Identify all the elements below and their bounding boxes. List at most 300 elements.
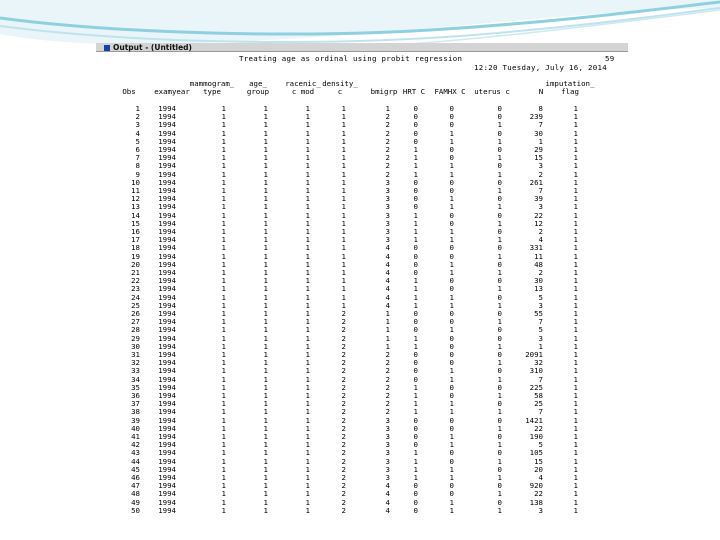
table-cell: 3 [385, 177, 390, 187]
table-cell: 1 [341, 145, 346, 154]
table-cell: 2 [385, 153, 390, 163]
table-cell: 1 [221, 341, 226, 351]
table-cell: 12 [534, 218, 543, 228]
table-cell: 55 [534, 309, 543, 318]
table-cell: 0 [449, 120, 454, 130]
table-cell: 1 [263, 194, 268, 204]
table-cell: 1 [573, 317, 578, 327]
table-cell: 1 [385, 333, 390, 343]
table-cell: 1 [573, 440, 578, 450]
table-cell: 1994 [158, 358, 176, 368]
table-cell: 23 [131, 284, 140, 294]
table-cell: 1 [497, 136, 502, 146]
table-cell: 1 [263, 136, 268, 146]
table-cell: 1 [263, 227, 268, 236]
table-cell: 58 [534, 391, 543, 400]
table-cell: 22 [131, 276, 140, 286]
table-cell: 1 [263, 489, 268, 499]
table-cell: 3 [385, 235, 390, 245]
table-cell: 30 [534, 276, 543, 286]
table-cell: 310 [529, 366, 543, 376]
table-cell: 1 [221, 145, 226, 154]
table-cell: 1 [341, 300, 346, 310]
table-cell: 1 [305, 415, 310, 425]
table-cell: 1 [305, 407, 310, 417]
table-cell: 0 [449, 456, 454, 466]
table-cell: 1994 [158, 456, 176, 466]
table-cell: 2 [135, 112, 140, 122]
table-cell: 0 [413, 440, 418, 450]
table-cell: 1 [413, 276, 418, 286]
table-cell: 1 [497, 505, 502, 515]
table-cell: 1 [221, 218, 226, 228]
table-cell: 1 [305, 300, 310, 310]
table-cell: 15 [131, 218, 140, 228]
table-cell: 1994 [158, 153, 176, 163]
table-cell: 1 [305, 104, 310, 113]
table-cell: 1 [221, 104, 226, 113]
table-cell: 0 [449, 382, 454, 392]
table-cell: 4 [385, 505, 390, 515]
table-cell: 1 [413, 169, 418, 179]
table-cell: 0 [449, 358, 454, 368]
table-cell: 1 [573, 505, 578, 515]
table-cell: 1994 [158, 128, 176, 138]
table-cell: 0 [413, 350, 418, 359]
table-cell: 48 [534, 259, 543, 269]
table-cell: 19 [131, 251, 140, 261]
table-cell: 1 [413, 341, 418, 351]
table-cell: 2 [341, 473, 346, 482]
table-cell: 1994 [158, 251, 176, 261]
table-cell: 1 [221, 186, 226, 195]
table-cell: 1994 [158, 259, 176, 269]
table-cell: 25 [131, 300, 140, 310]
table-cell: 3 [385, 423, 390, 433]
table-cell: 1 [497, 341, 502, 351]
table-cell: 1 [221, 210, 226, 220]
table-cell: 1 [341, 218, 346, 228]
table-cell: 0 [497, 194, 502, 204]
table-cell: 1 [263, 120, 268, 130]
table-cell: 239 [529, 112, 543, 122]
table-cell: 1 [221, 464, 226, 474]
table-cell: 1 [305, 341, 310, 351]
table-cell: 1 [449, 440, 454, 450]
table-cell: 7 [538, 374, 543, 384]
table-cell: 32 [131, 358, 140, 368]
table-cell: 1 [497, 407, 502, 417]
table-cell: 1421 [525, 415, 543, 425]
table-cell: 1 [221, 268, 226, 277]
table-cell: 1 [573, 333, 578, 343]
table-cell: 0 [413, 432, 418, 441]
table-cell: 0 [413, 186, 418, 195]
table-cell: 2091 [525, 350, 543, 359]
table-cell: 1 [221, 251, 226, 261]
table-cell: 1 [305, 399, 310, 409]
table-cell: 1 [341, 259, 346, 269]
table-cell: 0 [497, 415, 502, 425]
column-header-11: imputation_ [545, 79, 595, 88]
table-cell: 1 [573, 448, 578, 458]
table-cell: 1 [573, 350, 578, 359]
table-cell: 5 [538, 325, 543, 335]
table-cell: 1 [263, 186, 268, 195]
table-cell: 2 [538, 227, 543, 236]
table-cell: 1994 [158, 120, 176, 130]
table-cell: 1 [449, 374, 454, 384]
table-cell: 1 [341, 251, 346, 261]
table-cell: 0 [497, 309, 502, 318]
table-cell: 1 [413, 300, 418, 310]
table-cell: 1 [573, 120, 578, 130]
table-cell: 1 [305, 374, 310, 384]
table-cell: 1 [449, 227, 454, 236]
table-cell: 1 [263, 300, 268, 310]
table-cell: 1 [221, 456, 226, 466]
table-cell: 1 [573, 366, 578, 376]
table-cell: 2 [341, 407, 346, 417]
table-cell: 1 [305, 186, 310, 195]
table-cell: 36 [131, 391, 140, 400]
table-cell: 1 [573, 300, 578, 310]
table-cell: 0 [449, 210, 454, 220]
table-cell: 7 [538, 317, 543, 327]
table-cell: 0 [449, 309, 454, 318]
table-cell: 1994 [158, 415, 176, 425]
table-cell: 0 [413, 423, 418, 433]
table-cell: 1 [341, 128, 346, 138]
table-cell: 1 [305, 325, 310, 335]
table-cell: 1994 [158, 268, 176, 277]
table-cell: 2 [385, 399, 390, 409]
table-cell: 15 [534, 153, 543, 163]
table-cell: 1 [305, 309, 310, 318]
table-cell: 3 [538, 300, 543, 310]
table-cell: 1 [305, 136, 310, 146]
column-header-7: HRT C [402, 87, 426, 96]
window-title-bar[interactable] [96, 43, 628, 52]
table-cell: 1 [305, 153, 310, 163]
table-cell: 1 [263, 292, 268, 302]
table-cell: 2 [341, 448, 346, 458]
table-cell: 1 [497, 489, 502, 499]
table-cell: 1 [341, 161, 346, 171]
table-cell: 1 [221, 276, 226, 286]
table-cell: 1994 [158, 382, 176, 392]
table-cell: 3 [385, 218, 390, 228]
table-cell: 1 [263, 145, 268, 154]
table-cell: 4 [538, 473, 543, 482]
table-cell: 1 [341, 169, 346, 179]
table-cell: 0 [413, 489, 418, 499]
table-cell: 1 [305, 440, 310, 450]
column-header-10: N [538, 87, 544, 96]
table-cell: 24 [131, 292, 140, 302]
table-cell: 0 [413, 415, 418, 425]
table-cell: 1 [573, 145, 578, 154]
table-cell: 1 [573, 415, 578, 425]
table-cell: 1 [221, 415, 226, 425]
table-cell: 44 [131, 456, 140, 466]
table-cell: 1 [449, 268, 454, 277]
table-cell: 1 [497, 268, 502, 277]
table-cell: 1 [573, 284, 578, 294]
table-cell: 1 [573, 218, 578, 228]
table-cell: 1 [341, 227, 346, 236]
table-cell: 1 [413, 333, 418, 343]
output-window[interactable] [96, 43, 628, 529]
table-cell: 2 [341, 423, 346, 433]
table-cell: 25 [534, 399, 543, 409]
table-cell: 1 [449, 464, 454, 474]
table-cell: 3 [385, 440, 390, 450]
table-cell: 1 [413, 456, 418, 466]
table-cell: 1 [449, 432, 454, 441]
table-cell: 1 [221, 169, 226, 179]
table-cell: 1 [263, 407, 268, 417]
table-cell: 0 [497, 128, 502, 138]
table-cell: 2 [341, 489, 346, 499]
table-cell: 1 [573, 489, 578, 499]
table-cell: 5 [538, 292, 543, 302]
table-cell: 1 [221, 374, 226, 384]
table-cell: 225 [529, 382, 543, 392]
table-cell: 2 [341, 415, 346, 425]
table-cell: 1 [221, 333, 226, 343]
table-cell: 1 [413, 399, 418, 409]
report-title: Treating age as ordinal using probit regression [239, 54, 463, 63]
table-cell: 1 [263, 112, 268, 122]
table-cell: 1 [263, 415, 268, 425]
table-cell: 1 [305, 489, 310, 499]
table-cell: 28 [131, 325, 140, 335]
table-cell: 1 [413, 235, 418, 245]
table-cell: 1 [305, 333, 310, 343]
table-cell: 1 [221, 325, 226, 335]
table-cell: 1 [413, 464, 418, 474]
table-cell: 1994 [158, 366, 176, 376]
table-cell: 20 [131, 259, 140, 269]
table-row [96, 507, 628, 515]
table-cell: 105 [529, 448, 543, 458]
table-cell: 5 [135, 136, 140, 146]
table-cell: 1 [573, 374, 578, 384]
table-cell: 1 [263, 350, 268, 359]
table-cell: 3 [385, 194, 390, 204]
table-cell: 1 [221, 309, 226, 318]
table-cell: 1 [221, 382, 226, 392]
table-cell: 1 [573, 227, 578, 236]
column-header-8: FAMHX C [434, 87, 466, 96]
table-cell: 1 [263, 309, 268, 318]
table-cell: 1 [413, 382, 418, 392]
table-cell: 2 [341, 333, 346, 343]
table-cell: 1 [573, 309, 578, 318]
table-cell: 1994 [158, 497, 176, 507]
table-cell: 48 [131, 489, 140, 499]
table-cell: 920 [529, 481, 543, 491]
table-cell: 0 [449, 218, 454, 228]
table-cell: 2 [385, 120, 390, 130]
table-cell: 1 [573, 202, 578, 212]
table-cell: 1994 [158, 341, 176, 351]
table-cell: 1 [573, 276, 578, 286]
table-cell: 1 [573, 194, 578, 204]
table-cell: 1 [573, 136, 578, 146]
table-cell: 7 [538, 407, 543, 417]
table-cell: 0 [413, 194, 418, 204]
table-cell: 1 [221, 177, 226, 187]
table-cell: 33 [131, 366, 140, 376]
table-cell: 0 [449, 251, 454, 261]
table-cell: 1 [305, 202, 310, 212]
table-cell: 1 [305, 177, 310, 187]
table-cell: 1 [497, 186, 502, 195]
table-cell: 42 [131, 440, 140, 450]
table-cell: 1 [449, 366, 454, 376]
table-cell: 21 [131, 268, 140, 277]
table-cell: 0 [497, 177, 502, 187]
table-cell: 1 [573, 464, 578, 474]
table-cell: 5 [538, 440, 543, 450]
table-cell: 0 [449, 112, 454, 122]
table-cell: 39 [534, 194, 543, 204]
table-cell: 1 [341, 153, 346, 163]
table-cell: 1 [263, 497, 268, 507]
table-cell: 1 [305, 432, 310, 441]
table-cell: 1 [305, 145, 310, 154]
table-cell: 0 [413, 358, 418, 368]
table-cell: 13 [534, 284, 543, 294]
table-cell: 1 [341, 243, 346, 253]
table-cell: 8 [538, 104, 543, 113]
table-cell: 31 [131, 350, 140, 359]
table-cell: 43 [131, 448, 140, 458]
table-cell: 0 [413, 243, 418, 253]
table-cell: 1 [263, 284, 268, 294]
table-cell: 0 [449, 415, 454, 425]
table-cell: 1 [341, 104, 346, 113]
table-cell: 0 [497, 464, 502, 474]
table-cell: 1 [305, 366, 310, 376]
page-number: 59 [605, 54, 615, 63]
table-cell: 32 [534, 358, 543, 368]
table-cell: 0 [497, 432, 502, 441]
table-cell: 1 [263, 481, 268, 491]
table-cell: 1 [221, 284, 226, 294]
table-cell: 1 [263, 440, 268, 450]
table-cell: 1 [385, 309, 390, 318]
table-cell: 1994 [158, 145, 176, 154]
table-cell: 1 [413, 161, 418, 171]
table-cell: 1 [573, 153, 578, 163]
table-cell: 1 [305, 128, 310, 138]
table-cell: 1 [449, 497, 454, 507]
table-cell: 1 [305, 284, 310, 294]
table-cell: 1 [263, 464, 268, 474]
table-cell: 1 [305, 120, 310, 130]
table-cell: 1 [497, 120, 502, 130]
table-cell: 1 [305, 259, 310, 269]
table-cell: 0 [449, 391, 454, 400]
table-cell: 1 [263, 325, 268, 335]
table-cell: 1 [305, 382, 310, 392]
table-cell: 4 [385, 284, 390, 294]
table-cell: 1994 [158, 186, 176, 195]
table-cell: 1 [573, 112, 578, 122]
table-cell: 1 [573, 456, 578, 466]
table-cell: 1 [221, 259, 226, 269]
table-cell: 1 [385, 104, 390, 113]
table-cell: 1 [573, 399, 578, 409]
table-cell: 1 [263, 423, 268, 433]
table-cell: 1 [413, 153, 418, 163]
table-cell: 1 [449, 169, 454, 179]
table-cell: 1 [221, 350, 226, 359]
table-cell: 2 [538, 169, 543, 179]
table-cell: 1 [497, 153, 502, 163]
table-cell: 1994 [158, 448, 176, 458]
table-cell: 1 [263, 399, 268, 409]
table-cell: 0 [413, 136, 418, 146]
table-cell: 1 [263, 366, 268, 376]
table-cell: 46 [131, 473, 140, 482]
table-cell: 1 [413, 407, 418, 417]
table-cell: 16 [131, 227, 140, 236]
table-cell: 1 [263, 235, 268, 245]
table-cell: 1 [573, 423, 578, 433]
table-cell: 1994 [158, 325, 176, 335]
table-cell: 0 [497, 292, 502, 302]
table-cell: 1 [221, 128, 226, 138]
table-cell: 0 [497, 333, 502, 343]
table-cell: 2 [341, 505, 346, 515]
table-cell: 0 [497, 325, 502, 335]
table-cell: 1 [305, 505, 310, 515]
table-cell: 1 [413, 292, 418, 302]
table-cell: 1 [221, 497, 226, 507]
table-cell: 30 [131, 341, 140, 351]
table-cell: 1 [221, 112, 226, 122]
table-cell: 1 [221, 448, 226, 458]
table-cell: 1994 [158, 136, 176, 146]
table-cell: 1 [305, 350, 310, 359]
table-cell: 1 [305, 218, 310, 228]
table-cell: 0 [497, 243, 502, 253]
table-cell: 1 [263, 473, 268, 482]
table-cell: 0 [413, 374, 418, 384]
column-header-3: age_ [249, 79, 267, 88]
table-cell: 3 [538, 202, 543, 212]
table-cell: 1 [263, 333, 268, 343]
table-cell: 45 [131, 464, 140, 474]
table-cell: 1994 [158, 317, 176, 327]
table-cell: 1 [413, 473, 418, 482]
table-cell: 1994 [158, 350, 176, 359]
table-cell: 1 [305, 112, 310, 122]
table-cell: 1 [221, 391, 226, 400]
table-cell: 0 [449, 177, 454, 187]
table-cell: 6 [135, 145, 140, 154]
table-cell: 1 [263, 374, 268, 384]
table-cell: 2 [341, 366, 346, 376]
table-cell: 0 [413, 259, 418, 269]
table-cell: 1 [135, 104, 140, 113]
table-cell: 261 [529, 177, 543, 187]
table-cell: 1 [449, 505, 454, 515]
